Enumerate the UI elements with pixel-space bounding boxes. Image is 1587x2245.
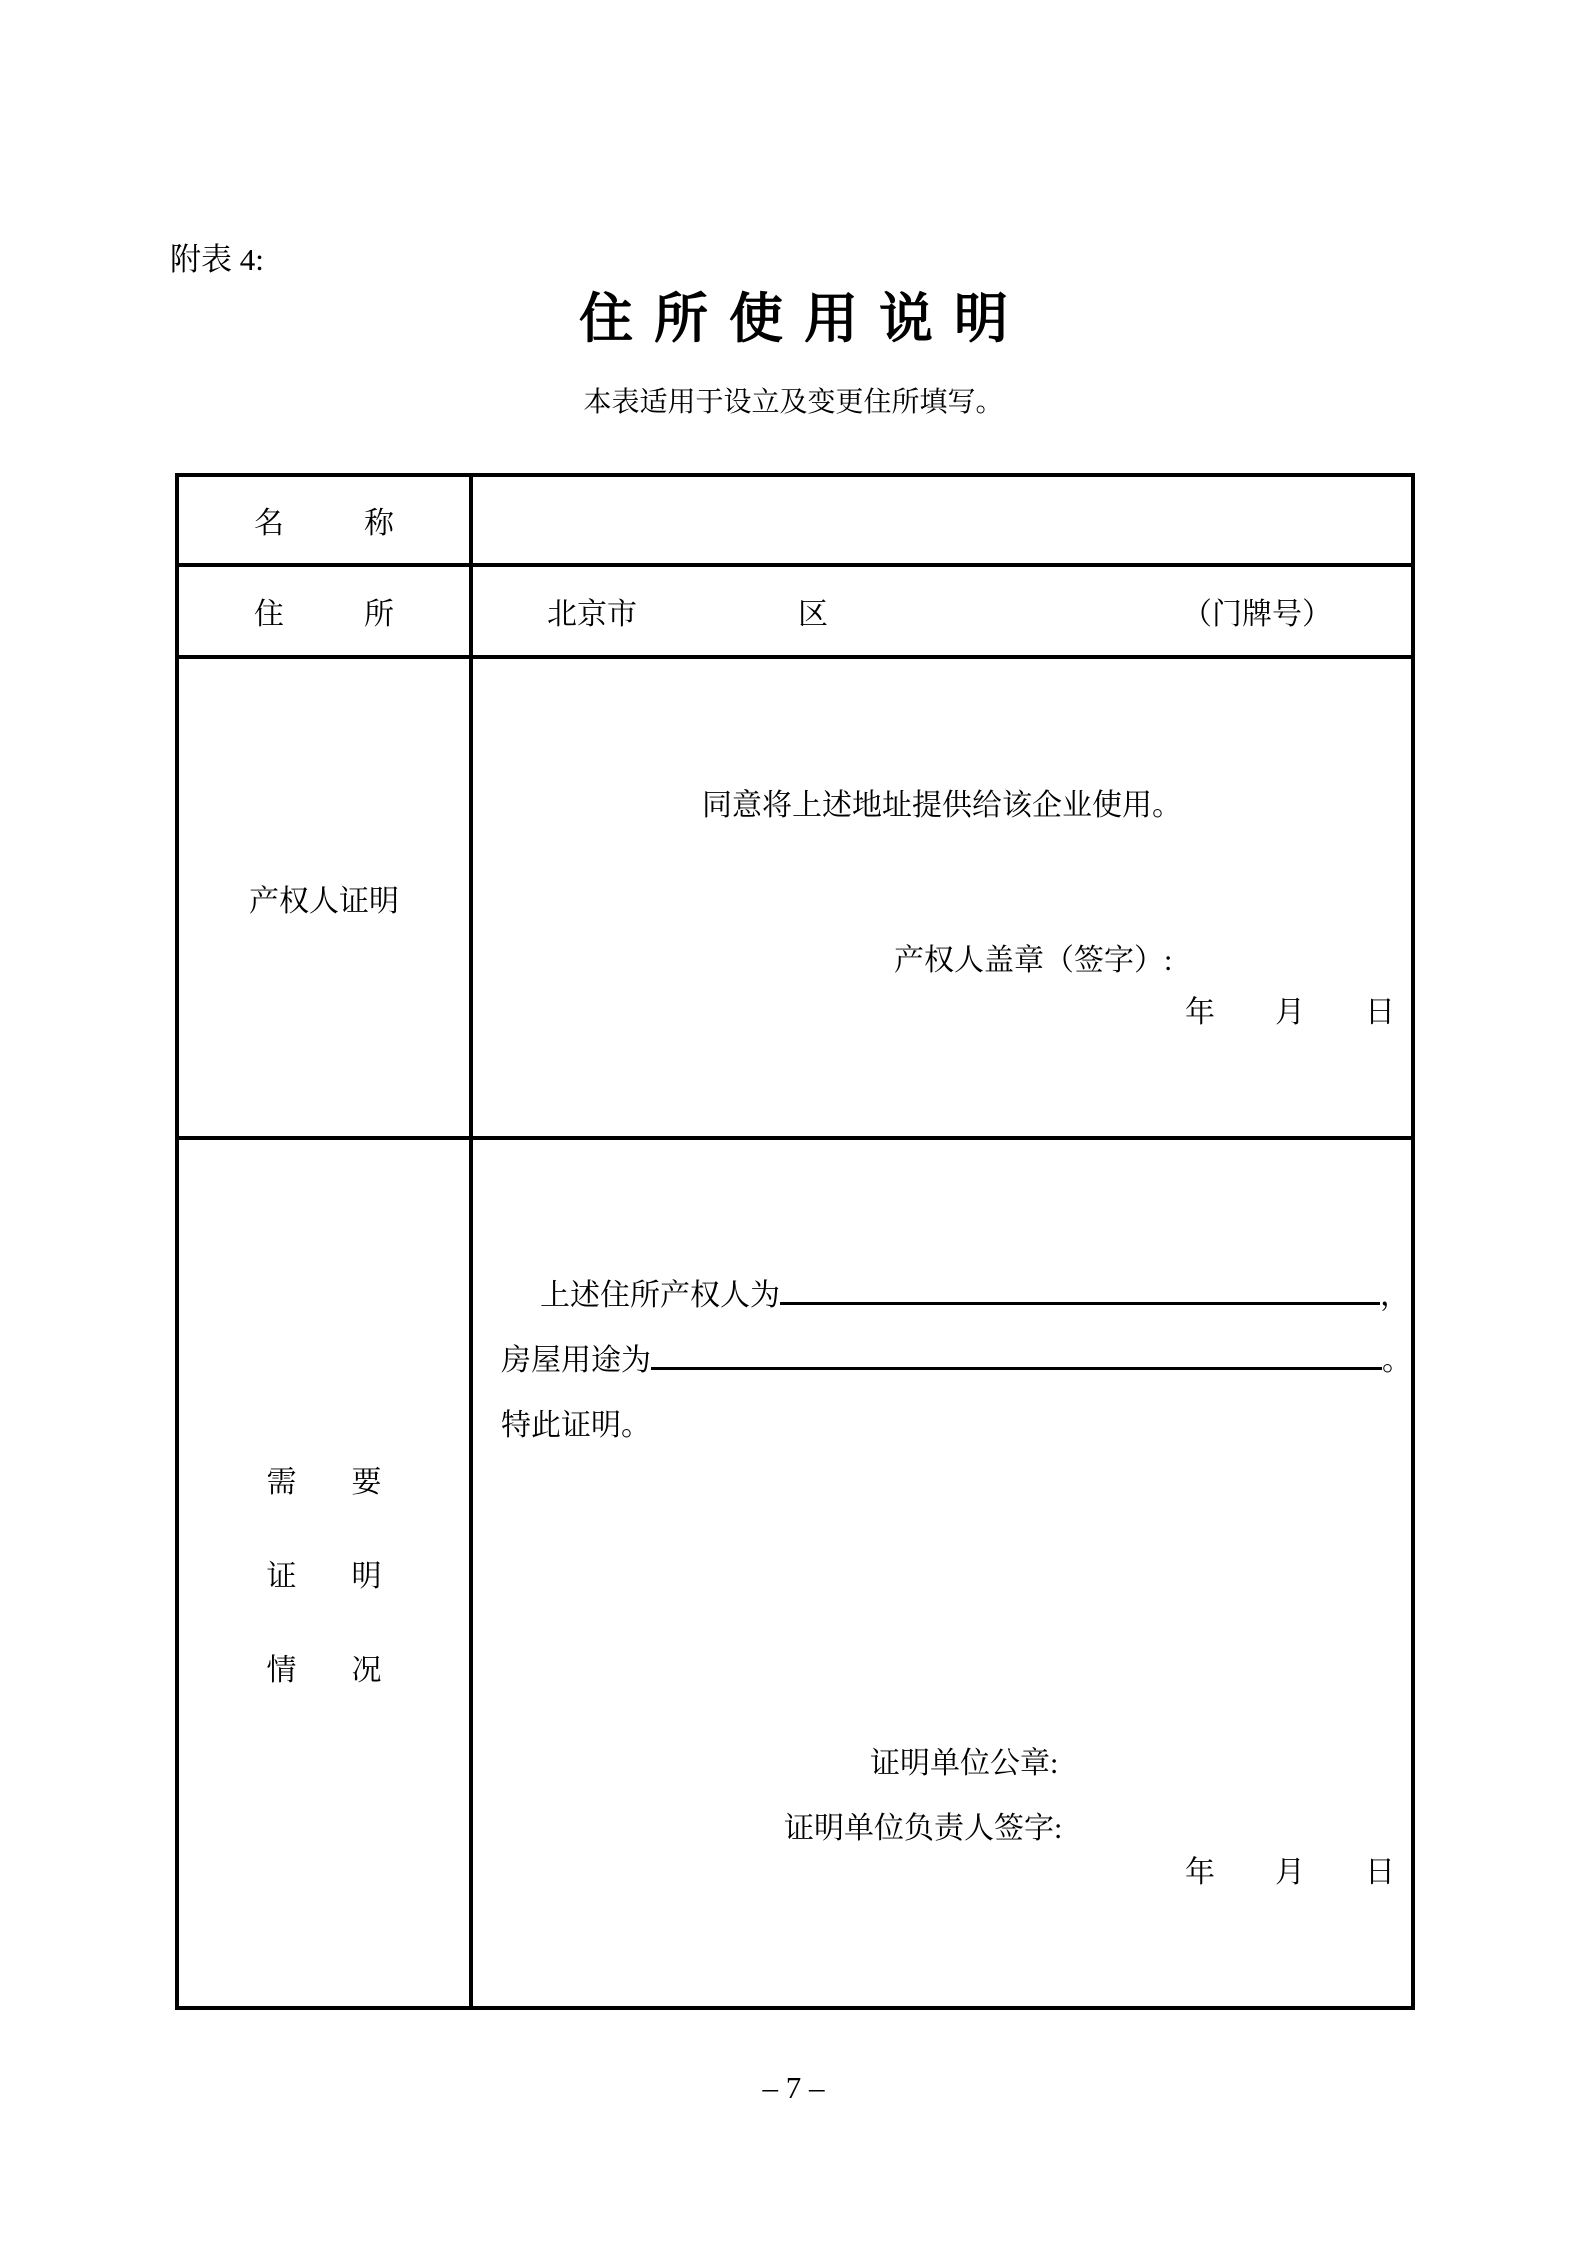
certify-line2-suffix: 。	[1382, 1344, 1412, 1377]
certify-line1	[540, 1270, 1410, 1314]
certify-label-char: 明	[351, 1560, 382, 1593]
address-value-cell	[473, 567, 1411, 655]
row-address	[179, 567, 1411, 659]
address-label-cell	[179, 567, 473, 655]
page-subtitle: 本表适用于设立及变更住所填写。	[583, 387, 1004, 418]
certify-line1-prefix: 上述住所产权人为	[540, 1279, 780, 1312]
owner-proof-label: 产权人证明	[249, 884, 399, 918]
certify-content-cell	[473, 1140, 1411, 2006]
certify-unit-sign-label: 证明单位负责人签字:	[784, 1812, 1063, 1845]
certify-label-line1	[267, 1457, 382, 1501]
certify-unit-seal-label: 证明单位公章:	[870, 1747, 1059, 1780]
certify-label-char: 情	[266, 1654, 297, 1687]
owner-proof-content-cell	[473, 659, 1411, 1136]
certify-line2-prefix: 房屋用途为	[501, 1344, 651, 1377]
page-number: – 7 –	[762, 2070, 825, 2105]
owner-consent-text: 同意将上述地址提供给该企业使用。	[702, 789, 1182, 822]
name-value-cell	[473, 477, 1411, 563]
certify-date-day: 日	[1365, 1856, 1395, 1889]
name-label-char2: 称	[364, 507, 394, 540]
address-label	[254, 589, 394, 633]
owner-proof-label-cell	[179, 659, 473, 1136]
certify-line3: 特此证明。	[501, 1409, 651, 1442]
annex-label: 附表 4:	[170, 242, 264, 277]
certify-date-line	[1185, 1847, 1395, 1891]
residence-use-form	[175, 473, 1415, 2010]
owner-date-year: 年	[1185, 996, 1215, 1029]
certify-label-cell	[179, 1140, 473, 2006]
certify-label-line2	[267, 1551, 382, 1595]
owner-date-line	[1185, 987, 1395, 1031]
certify-label-char: 证	[266, 1560, 297, 1593]
certify-line2	[501, 1335, 1412, 1379]
certify-date-month: 月	[1275, 1856, 1305, 1889]
owner-date-month: 月	[1275, 996, 1305, 1029]
certify-label-char: 况	[351, 1654, 382, 1687]
certify-label-line3	[267, 1645, 382, 1689]
house-usage-blank-line	[651, 1337, 1382, 1370]
certify-label-char: 需	[266, 1466, 297, 1499]
address-city-text: 北京市	[547, 598, 637, 631]
row-owner-proof	[179, 659, 1411, 1140]
certify-label-char: 要	[351, 1466, 382, 1499]
address-label-char2: 所	[364, 598, 394, 631]
name-label-cell	[179, 477, 473, 563]
owner-date-day: 日	[1365, 996, 1395, 1029]
certify-label	[267, 1457, 382, 1689]
page-title: 住所使用说明	[579, 289, 1029, 349]
row-certify	[179, 1140, 1411, 2006]
certify-line1-suffix: ，	[1380, 1279, 1410, 1312]
owner-name-blank-line	[780, 1272, 1380, 1305]
address-house-number-hint: （门牌号）	[1182, 598, 1332, 631]
address-label-char1: 住	[254, 598, 284, 631]
name-label	[254, 498, 394, 542]
certify-date-year: 年	[1185, 1856, 1215, 1889]
name-label-char1: 名	[254, 507, 284, 540]
owner-seal-label: 产权人盖章（签字）:	[894, 944, 1173, 977]
address-district-text: 区	[798, 598, 828, 631]
row-name	[179, 477, 1411, 567]
